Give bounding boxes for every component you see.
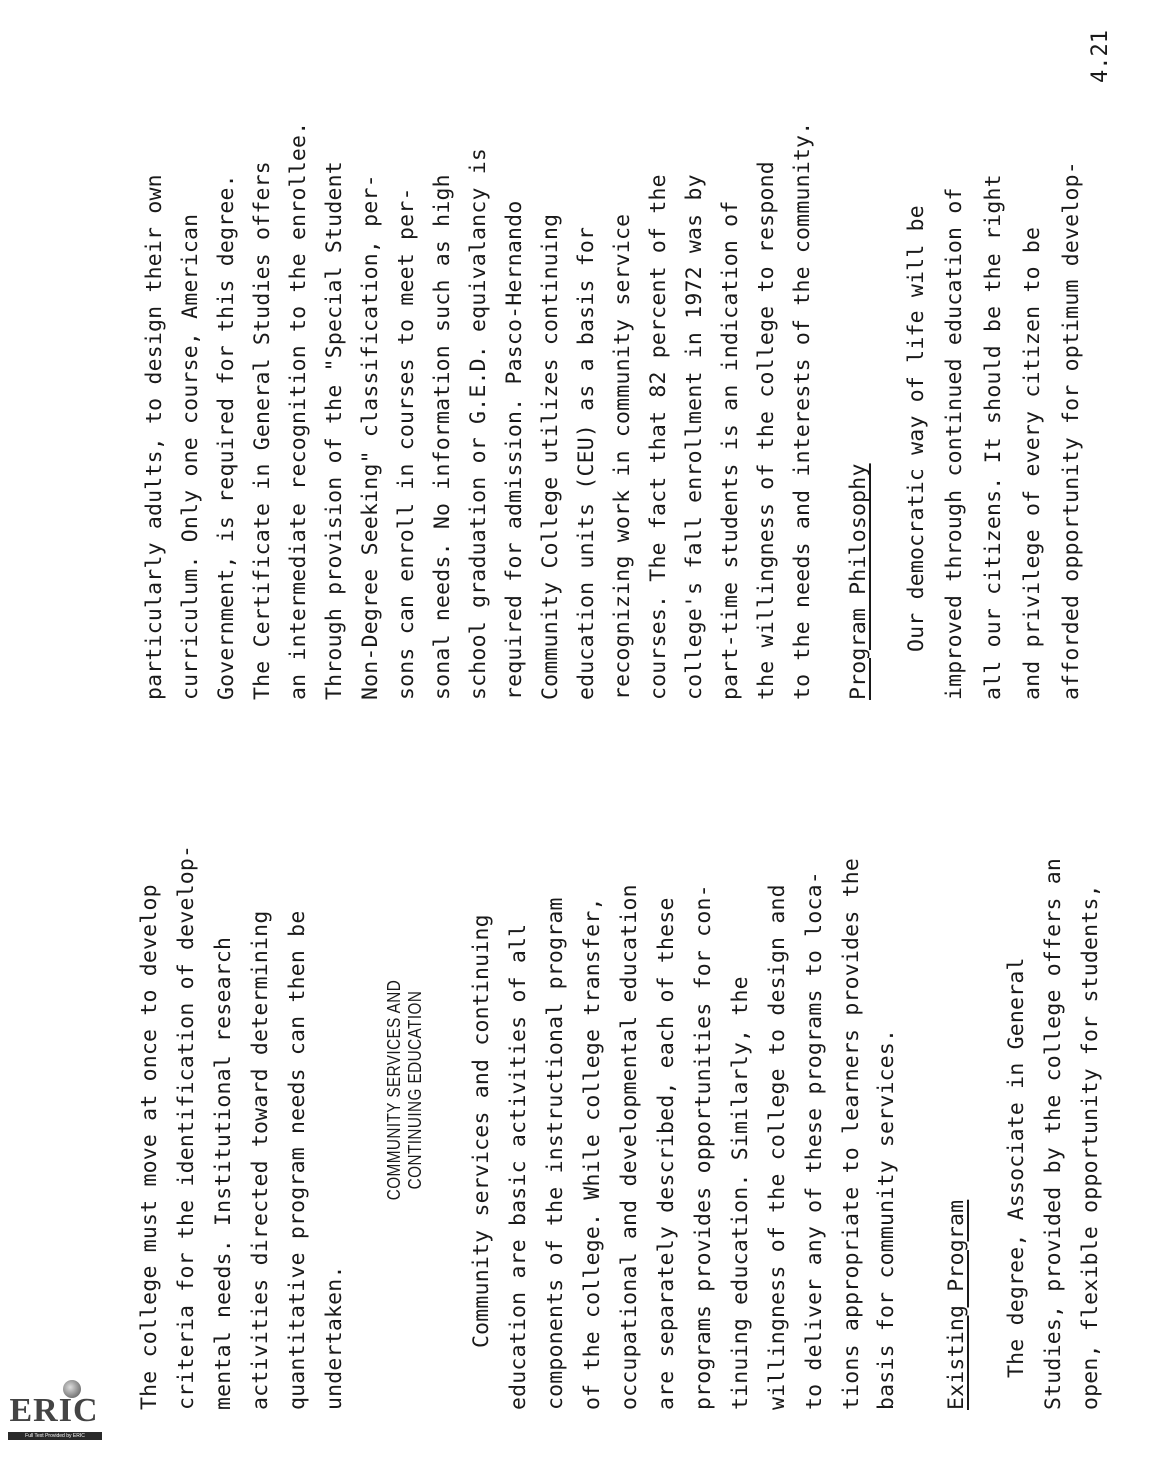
paragraph-line: required for admission. Pasco-Hernando [502, 200, 527, 700]
paragraph-line: improved through continued education of [942, 187, 967, 700]
paragraph-line: the willingness of the college to respond [754, 161, 779, 700]
paragraph-line: Through provision of the "Special Student [322, 161, 347, 700]
paragraph-line: The degree, Associate in General [1004, 957, 1029, 1378]
section-heading-line: COMMUNITY SERVICES AND [384, 979, 404, 1201]
paragraph-line: education are basic activities of all [506, 923, 531, 1410]
paragraph-line: sons can enroll in courses to meet per- [394, 187, 419, 700]
paragraph-line: to the needs and interests of the community. [790, 121, 815, 700]
paragraph-line: programs provides opportunities for con- [691, 884, 716, 1410]
section-heading-line: CONTINUING EDUCATION [405, 990, 425, 1190]
paragraph-line: components of the instructional program [543, 897, 568, 1410]
page-number: 4.21 [1088, 30, 1113, 83]
paragraph-line: are separately described, each of these [654, 897, 679, 1410]
paragraph-line: Community College utilizes continuing [538, 213, 563, 700]
paragraph-line: criteria for the identification of develop- [174, 844, 199, 1410]
paragraph-line: The college must move at once to develop [137, 884, 162, 1410]
subheading-existing-program: Existing Program [944, 1199, 969, 1410]
paragraph-line: part-time students is an indication of [718, 200, 743, 700]
paragraph-line: curriculum. Only one course, American [178, 213, 203, 700]
subheading-program-philosophy: Program Philosophy [846, 463, 871, 700]
paragraph-line: Studies, provided by the college offers an [1041, 857, 1066, 1410]
paragraph-line: activities directed toward determining [248, 910, 273, 1410]
paragraph-line: afforded opportunity for optimum develop- [1059, 161, 1084, 700]
paragraph-line: tinuing education. Similarly, the [728, 976, 753, 1410]
paragraph-line: willingness of the college to design and [765, 884, 790, 1410]
paragraph-line: an intermediate recognition to the enrollee. [286, 121, 311, 700]
paragraph-line: and privilege of every citizen to be [1020, 226, 1045, 700]
paragraph-line: Our democratic way of life will be [904, 205, 929, 652]
paragraph-line: tions appropriate to learners provides the [839, 857, 864, 1410]
paragraph-line: school graduation or G.E.D. equivalancy is [466, 147, 491, 700]
paragraph-line: of the college. While college transfer, [580, 897, 605, 1410]
paragraph-line: quantitative program needs can then be [285, 910, 310, 1410]
paragraph-line: recognizing work in community service [610, 213, 635, 700]
paragraph-line: The Certificate in General Studies offers [250, 161, 275, 700]
right-column-frame [138, 30, 1113, 700]
paragraph-line: Government, is required for this degree. [214, 174, 239, 700]
eric-logo [6, 1376, 102, 1440]
eric-logo-subtext: Full Text Provided by ERIC [8, 1432, 102, 1440]
paragraph-line: Non-Degree Seeking" classification, per- [358, 174, 383, 700]
paragraph-line: sonal needs. No information such as high [430, 174, 455, 700]
paragraph-line: all our citizens. It should be the right [981, 174, 1006, 700]
paragraph-line: basis for community services. [874, 1028, 899, 1410]
paragraph-line: mental needs. Institutional research [211, 936, 236, 1410]
eric-logo-text: ERIC [9, 1392, 99, 1429]
paragraph-line: college's fall enrollment in 1972 was by [682, 174, 707, 700]
paragraph-line: particularly adults, to design their own [142, 174, 167, 700]
paragraph-line: Community services and continuing [469, 914, 494, 1348]
paragraph-line: education units (CEU) as a basis for [574, 226, 599, 700]
paragraph-line: open, flexible opportunity for students, [1078, 884, 1103, 1410]
paragraph-line: occupational and developmental education [617, 884, 642, 1410]
paragraph-line: courses. The fact that 82 percent of the [646, 174, 671, 700]
paragraph-line: to deliver any of these programs to loca- [802, 871, 827, 1410]
paragraph-line: undertaken. [322, 1265, 347, 1410]
